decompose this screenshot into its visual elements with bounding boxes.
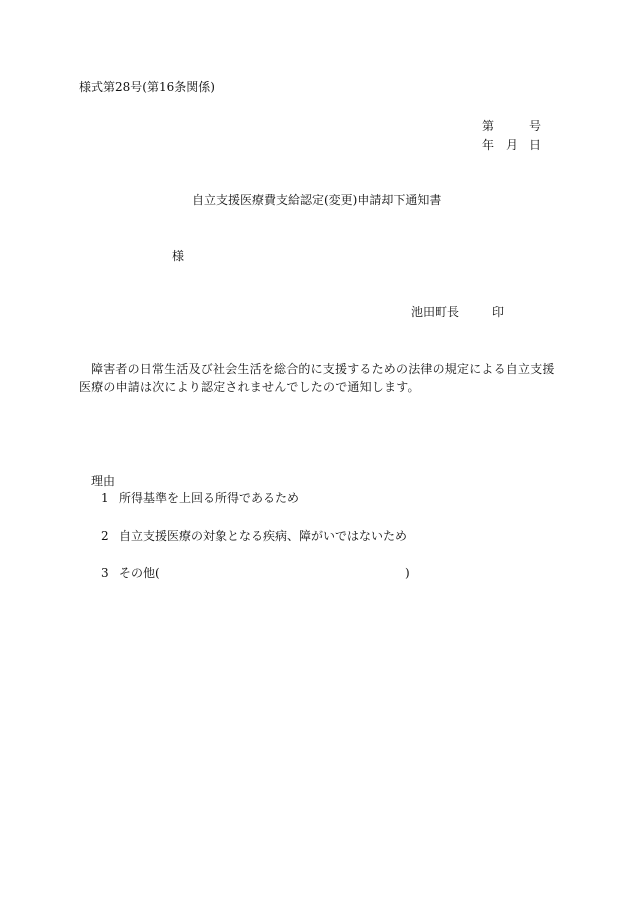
document-title: 自立支援医療費支給認定(変更)申請却下通知書 [192,193,442,207]
form-number: 様式第28号(第16条関係) [79,80,215,94]
document-number-suffix: 号 [529,119,542,133]
notice-body: 障害者の日常生活及び社会生活を総合的に支援するための法律の規定による自立支援医療の申請は次により認定されませんでしたので通知します。 [79,362,555,394]
date-year-label: 年 [482,138,495,152]
reason-text: 所得基準を上回る所得であるため [119,491,300,505]
reason-number: 3 [101,566,109,580]
reason-item [101,492,299,504]
date-day-label: 日 [529,138,542,152]
seal-mark: 印 [492,305,505,319]
reason-item [101,530,407,542]
addressee-suffix: 様 [172,249,185,263]
reason-item [101,567,160,579]
other-reason-close-paren: ) [405,566,410,580]
reason-number: 2 [101,529,109,543]
reasons-heading: 理由 [91,474,116,488]
date-month-label: 月 [506,138,519,152]
reason-text: 自立支援医療の対象となる疾病、障がいではないため [119,529,408,543]
document-number-prefix: 第 [482,119,495,133]
reason-number: 1 [101,491,109,505]
issuer-name: 池田町長 [411,305,460,319]
reason-text: その他( [119,566,160,580]
